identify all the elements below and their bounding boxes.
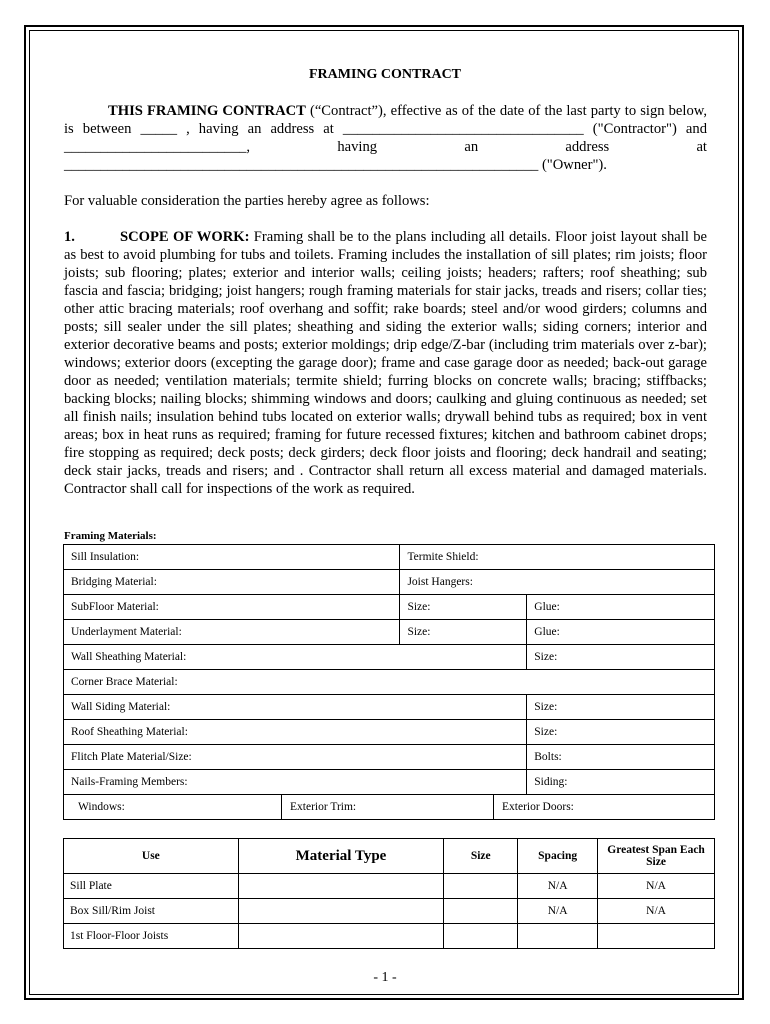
contractor-blank[interactable]: _________________________________ [342,121,584,137]
row-span: N/A [598,899,715,924]
bridging-material-field[interactable]: Bridging Material: [64,570,400,595]
intro-text-4: , having an address at [246,139,707,155]
subfloor-material-field[interactable]: SubFloor Material: [64,595,400,620]
row-spacing: N/A [518,899,598,924]
row-spacing: N/A [518,874,598,899]
row-use: Sill Plate [64,874,239,899]
table-row [64,924,715,949]
wall-sheathing-size-field[interactable]: Size: [527,645,715,670]
scope-number: 1. [64,229,75,245]
underlayment-material-field[interactable]: Underlayment Material: [64,620,400,645]
sill-insulation-field[interactable]: Sill Insulation: [64,545,400,570]
table-row [64,745,715,770]
subfloor-size-field[interactable]: Size: [400,595,527,620]
party-blank-1[interactable]: _____ [140,121,177,137]
row-spacing[interactable] [518,924,598,949]
scope-heading: SCOPE OF WORK: [119,229,250,245]
owner-blank[interactable]: _________________________ [64,139,247,155]
row-span: N/A [598,874,715,899]
row-size[interactable] [444,899,518,924]
table-row [64,645,715,670]
table-header-row [64,839,715,874]
size-header: Size [444,839,518,874]
intro-text-1: (“Contract”), effective as of the date of the last party to sign below, is between [64,103,707,137]
row-size[interactable] [444,874,518,899]
wall-siding-material-field[interactable]: Wall Siding Material: [64,695,527,720]
intro-bold-lead: THIS FRAMING CONTRACT [108,103,306,119]
siding-field[interactable]: Siding: [527,770,715,795]
consideration-paragraph: For valuable consideration the parties hereby agree as follows: [64,193,430,209]
windows-field[interactable]: Windows: [64,795,282,819]
intro-paragraph [64,102,707,174]
framing-materials-table [63,544,715,820]
row-material[interactable] [238,924,444,949]
scope-text: Framing shall be to the plans including all details. Floor joist layout shall be as best to avoid plumbing for tubs and toilets. Framing includes the installation of sill plates; rim joists; floor joists; sub flooring; plates; exterior and interior walls; ceiling joists; headers; rafters; roof sheathing; sub fascia and fascia; bridging; joist hangers; rough framing materials for stair jacks, treads and risers; collar ties; other attic bracing materials; roof overhang and soffit; rake boards; steel and/or wood girders; columns and posts; sill sealer under the sill plates; sheathing and siding the exterior walls; siding corners; interior and exterior decorative beams and posts; exterior moldings; drip edge/Z-bar (including trim materials over z-bar); windows; exterior doors (excepting the garage door); frame and case garage door as needed; back-out garage door as needed; ventilation materials; termite shield; furring blocks on concrete walls; bracing; stiffbacks; backing blocks; nailing blocks; shimming windows and doors; caulking and gluing continuous as needed; set all finish nails; insulation behind tubs located on exterior walls; drywall behind tubs as required; box in vent areas; box in heat runs as required; framing for future recessed fixtures; kitchen and bathroom cabinet drops; fire stopping as required; deck posts; deck girders; deck floor joists and flooring; deck handrail and seating; deck stair jacks, treads and risers; and . Contractor shall return all excess material and damaged materials. Contractor shall call for inspections of the work as required. [64,229,707,497]
row-size[interactable] [444,924,518,949]
corner-brace-material-field[interactable]: Corner Brace Material: [64,670,715,695]
intro-text-2: , having an address at [177,121,343,137]
intro-text-3: ("Contractor") and [583,121,707,137]
termite-shield-field[interactable]: Termite Shield: [400,545,715,570]
row-material[interactable] [238,874,444,899]
document-title: FRAMING CONTRACT [308,67,462,82]
underlayment-glue-field[interactable]: Glue: [527,620,715,645]
use-header: Use [64,839,239,874]
framing-materials-label: Framing Materials: [64,530,157,542]
underlayment-size-field[interactable]: Size: [400,620,527,645]
material-type-table [63,838,715,949]
material-type-header: Material Type [238,839,444,874]
table-row [64,695,715,720]
exterior-trim-field[interactable]: Exterior Trim: [282,795,494,819]
wall-sheathing-material-field[interactable]: Wall Sheathing Material: [64,645,527,670]
table-row [64,670,715,695]
intro-text-5: ("Owner"). [538,157,607,173]
spacing-header: Spacing [518,839,598,874]
row-use: Box Sill/Rim Joist [64,899,239,924]
joist-hangers-field[interactable]: Joist Hangers: [400,570,715,595]
scope-paragraph [64,228,707,498]
table-row [64,770,715,795]
flitch-plate-field[interactable]: Flitch Plate Material/Size: [64,745,527,770]
windows-trim-doors-row [64,795,714,819]
table-row [64,620,715,645]
page-number: - 1 - [373,970,397,985]
owner-address-blank[interactable]: _________________________________________________________________ [64,157,539,173]
table-row [64,570,715,595]
roof-sheathing-material-field[interactable]: Roof Sheathing Material: [64,720,527,745]
bolts-field[interactable]: Bolts: [527,745,715,770]
roof-sheathing-size-field[interactable]: Size: [527,720,715,745]
table-row [64,720,715,745]
greatest-span-header: Greatest Span Each Size [598,839,715,874]
row-span[interactable] [598,924,715,949]
table-row [64,874,715,899]
table-row [64,545,715,570]
exterior-doors-field[interactable]: Exterior Doors: [502,801,574,813]
table-row [64,795,715,820]
row-material[interactable] [238,899,444,924]
table-row [64,899,715,924]
row-use: 1st Floor-Floor Joists [64,924,239,949]
table-row [64,595,715,620]
wall-siding-size-field[interactable]: Size: [527,695,715,720]
subfloor-glue-field[interactable]: Glue: [527,595,715,620]
nails-framing-field[interactable]: Nails-Framing Members: [64,770,527,795]
